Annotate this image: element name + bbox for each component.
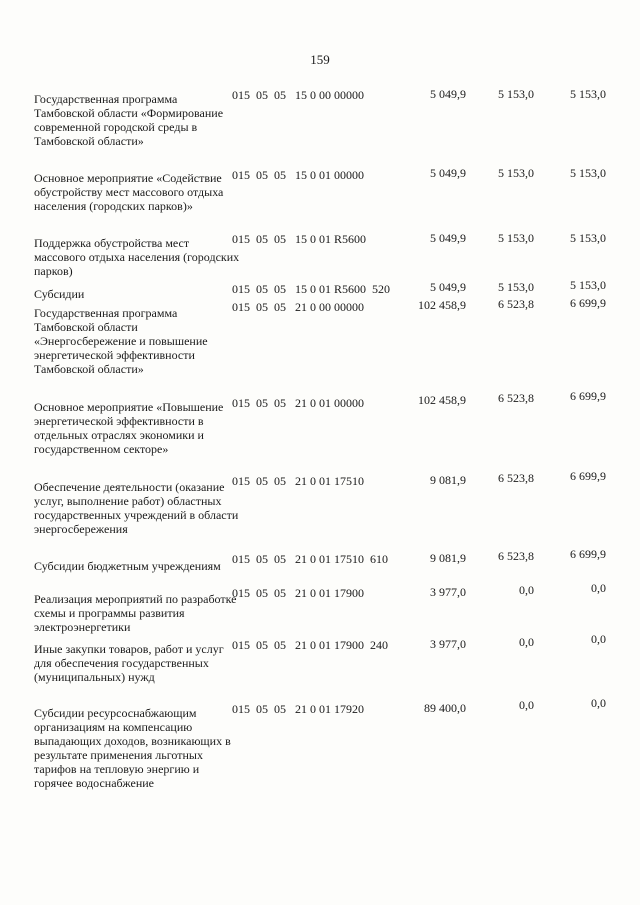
value-col-1: 89 400,0 xyxy=(424,701,466,715)
value-col-1: 102 458,9 xyxy=(418,393,466,407)
row-name: Реализация мероприятий по разработке схемы и программы развития электроэнергетики xyxy=(34,592,237,634)
value-col-1: 102 458,9 xyxy=(418,298,466,312)
value-col-3: 0,0 xyxy=(591,696,606,710)
value-col-2: 0,0 xyxy=(519,635,534,649)
row-code: 015 05 05 15 0 01 00000 xyxy=(232,168,364,182)
row-code: 015 05 05 21 0 01 17920 xyxy=(232,702,364,716)
page-number: 159 xyxy=(310,52,330,67)
value-col-3: 0,0 xyxy=(591,581,606,595)
row-name: Субсидии бюджетным учреждениям xyxy=(34,559,221,573)
value-col-2: 5 153,0 xyxy=(498,87,534,101)
row-name: Основное мероприятие «Содействие обустройству мест массового отдыха населения (городских парков)» xyxy=(34,171,224,213)
value-col-3: 6 699,9 xyxy=(570,547,606,561)
value-col-3: 6 699,9 xyxy=(570,469,606,483)
value-col-3: 6 699,9 xyxy=(570,389,606,403)
row-name: Субсидии xyxy=(34,287,85,301)
row-code: 015 05 05 21 0 01 00000 xyxy=(232,396,364,410)
value-col-2: 6 523,8 xyxy=(498,297,534,311)
row-code: 015 05 05 15 0 01 R5600 520 xyxy=(232,282,391,296)
value-col-2: 6 523,8 xyxy=(498,391,534,405)
value-col-1: 5 049,9 xyxy=(430,87,466,101)
row-code: 015 05 05 21 0 01 17510 xyxy=(232,474,364,488)
row-code: 015 05 05 21 0 01 17900 240 xyxy=(232,638,388,652)
value-col-1: 3 977,0 xyxy=(430,585,466,599)
value-col-2: 6 523,8 xyxy=(498,549,534,563)
value-col-1: 5 049,9 xyxy=(430,166,466,180)
value-col-2: 6 523,8 xyxy=(498,471,534,485)
row-name: Государственная программа Тамбовской области «Энергосбережение и повышение энергетической эффективности Тамбовской области» xyxy=(34,306,208,376)
value-col-1: 3 977,0 xyxy=(430,637,466,651)
value-col-3: 0,0 xyxy=(591,632,606,646)
value-col-3: 5 153,0 xyxy=(570,166,606,180)
value-col-3: 5 153,0 xyxy=(570,278,606,292)
value-col-3: 5 153,0 xyxy=(570,231,606,245)
value-col-2: 5 153,0 xyxy=(498,280,534,294)
value-col-1: 5 049,9 xyxy=(430,280,466,294)
row-code: 015 05 05 21 0 01 17900 xyxy=(232,586,364,600)
row-name: Обеспечение деятельности (оказание услуг, выполнение работ) областных государственных учреждений в области энергосбережения xyxy=(34,480,239,536)
value-col-3: 5 153,0 xyxy=(570,87,606,101)
value-col-2: 0,0 xyxy=(519,698,534,712)
value-col-2: 5 153,0 xyxy=(498,166,534,180)
value-col-1: 9 081,9 xyxy=(430,473,466,487)
row-name: Иные закупки товаров, работ и услуг для обеспечения государственных (муниципальных) нужд xyxy=(34,642,224,684)
row-code: 015 05 05 15 0 00 00000 xyxy=(232,88,364,102)
value-col-1: 9 081,9 xyxy=(430,551,466,565)
row-code: 015 05 05 21 0 01 17510 610 xyxy=(232,552,388,566)
value-col-2: 0,0 xyxy=(519,583,534,597)
value-col-1: 5 049,9 xyxy=(430,231,466,245)
row-name: Государственная программа Тамбовской области «Формирование современной городской среды в Тамбовской области» xyxy=(34,92,224,148)
row-name: Поддержка обустройства мест массового отдыха населения (городских парков) xyxy=(34,236,240,278)
value-col-2: 5 153,0 xyxy=(498,231,534,245)
value-col-3: 6 699,9 xyxy=(570,296,606,310)
row-name: Основное мероприятие «Повышение энергетической эффективности в отдельных отраслях экономики и государственном секторе» xyxy=(34,400,224,456)
row-name: Субсидии ресурсоснабжающим организациям на компенсацию выпадающих доходов, возникающих в результате применения льготных тарифов на тепловую энергию и горячее водоснабжение xyxy=(34,706,231,790)
row-code: 015 05 05 21 0 00 00000 xyxy=(232,300,364,314)
row-code: 015 05 05 15 0 01 R5600 xyxy=(232,232,367,246)
